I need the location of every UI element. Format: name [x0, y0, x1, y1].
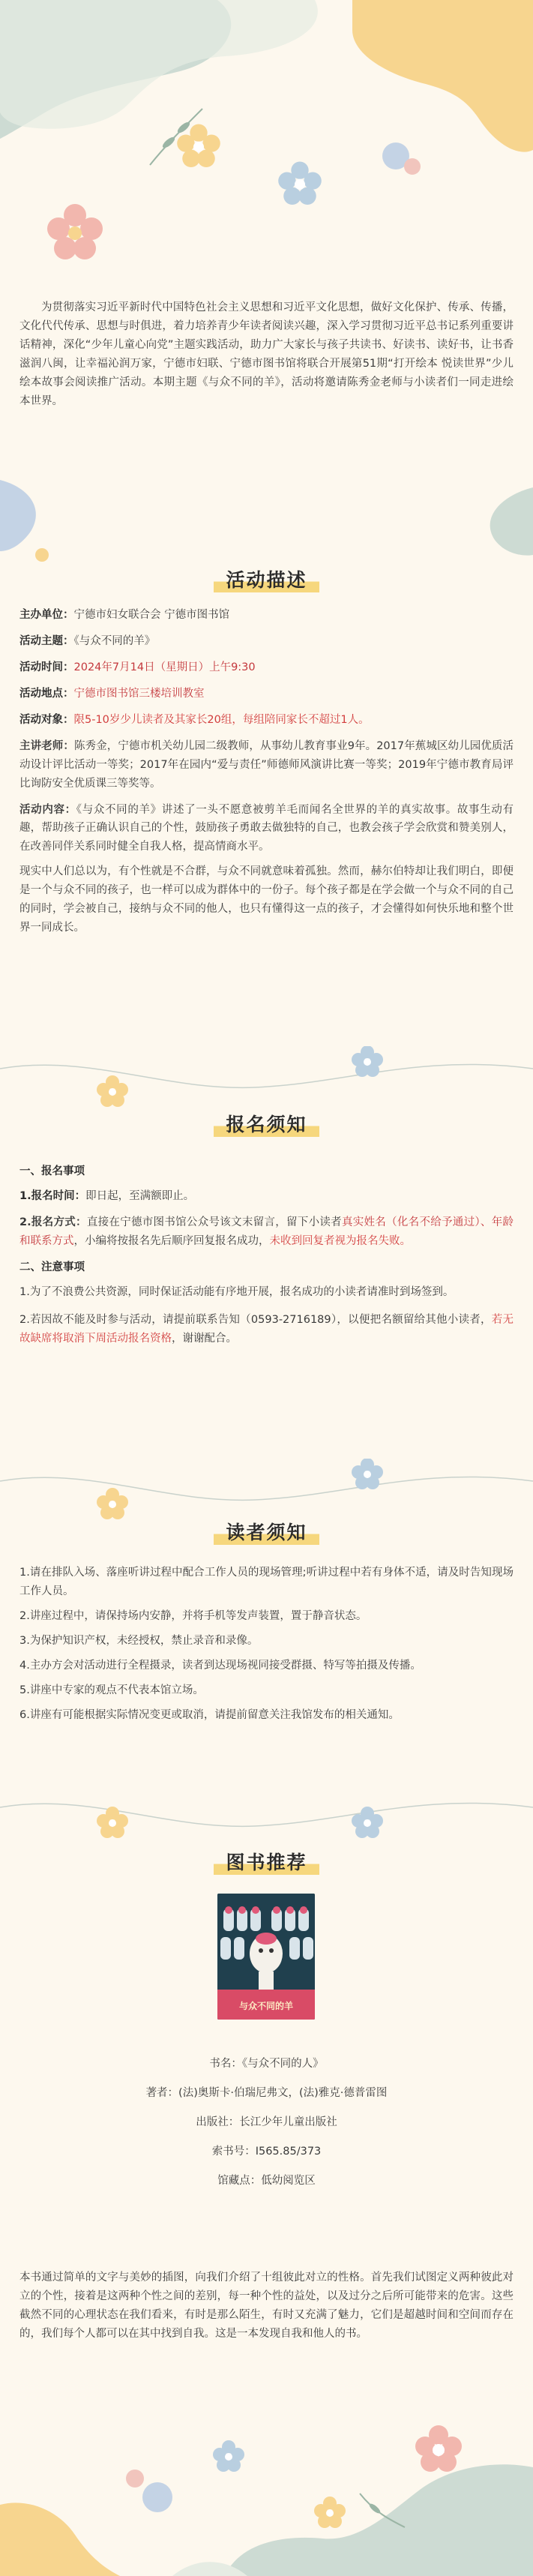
place-value: 宁德市图书馆三楼培训教室 — [73, 687, 205, 700]
reader-item: 6.讲座有可能根据实际情况变更或取消，请提前留意关注我馆发布的相关通知。 — [19, 1708, 400, 1721]
signup-method-row — [19, 1213, 514, 1251]
target-value: 限5-10岁少儿读者及其家长20组，每组陪同家长不超过1人。 — [73, 713, 370, 726]
theme-row — [19, 632, 514, 651]
time-label: 活动时间： — [19, 661, 74, 673]
leaf-branch-icon — [142, 101, 210, 169]
reader-section — [19, 1564, 514, 1731]
signup-time-label: 1.报名时间： — [19, 1189, 86, 1202]
book-publisher: 出版社：长江少年儿童出版社 — [196, 2116, 337, 2128]
signup-heading-1: 一、报名事项 — [19, 1165, 85, 1177]
speaker-value: 陈秀金，宁德市机关幼儿园二级教师，从事幼儿教育事业9年。2017年蕉城区幼儿园优质活动设计评比活动一等奖；2017年在园内“爱与责任”师德师风演讲比赛一等奖；2019年宁德市教育局评比询防安全优质课三等奖等。 — [19, 739, 514, 790]
signup-time-value: 即日起，至满额即止。 — [85, 1189, 195, 1202]
reader-item: 1.请在排队入场、落座听讲过程中配合工作人员的现场管理;听讲过程中若有身体不适，请及时告知现场工作人员。 — [19, 1567, 514, 1597]
book-location: 馆藏点：低幼阅览区 — [217, 2174, 316, 2187]
signup-method-text-2: ，小编将按报名先后顺序回复报名成功， — [73, 1234, 270, 1247]
book-cover-image — [217, 1894, 315, 2020]
target-row — [19, 711, 514, 730]
flower-icon — [41, 199, 109, 266]
content-row — [19, 801, 514, 857]
book-cover-text: 与众不同的羊 — [238, 2001, 293, 2011]
book-author: 著者：(法)奥斯卡·伯瑞尼弗文，(法)雅克·德普雷图 — [145, 2086, 388, 2099]
book-desc-section — [19, 2269, 514, 2350]
theme-value: 《与众不同的羊》 — [73, 634, 156, 647]
signup-method-label: 2.报名方式： — [19, 1216, 87, 1228]
book-title-wrap — [0, 1846, 533, 1879]
signup-title-wrap — [0, 1108, 533, 1141]
activity-title-wrap — [0, 564, 533, 596]
side-decoration — [0, 472, 533, 562]
flower-icon — [274, 157, 326, 210]
bottom-decoration — [0, 2407, 533, 2576]
speaker-row — [19, 737, 514, 793]
signup-note-2 — [19, 1311, 514, 1348]
activity-extra: 现实中人们总以为，有个性就是不合群，与众不同就意味着孤独。然而，赫尔伯特却让我们明白，即便是一个与众不同的孩子，也一样可以成为群体中的一份子。每个孩子都是在学会做一个与众不同的自己的同时，学会被自己，接纳与众不同的他人，也只有懂得这一点的孩子，才会懂得如何快乐地和整个世界一同成长。 — [19, 865, 514, 934]
reader-section-title: 读者须知 — [214, 1516, 319, 1549]
organizer-label: 主办单位： — [19, 609, 74, 621]
organizer-value: 宁德市妇女联合会 宁德市图书馆 — [73, 609, 230, 621]
speaker-label: 主讲老师： — [19, 739, 74, 752]
signup-note-2-warning: 若无故缺席将取消下周活动报名资格 — [19, 1313, 514, 1345]
reader-item: 2.讲座过程中，请保持场内安静，并将手机等发声装置，置于静音状态。 — [19, 1609, 367, 1622]
signup-note-2-text: 2.若因故不能及时参与活动，请提前联系告知（0593-2716189），以便把名额留给其他小读者， — [19, 1313, 492, 1326]
book-call-number: 索书号：I565.85/373 — [211, 2145, 322, 2158]
organizer-row — [19, 606, 514, 625]
intro-section — [19, 298, 514, 411]
time-value: 2024年7月14日（星期日）上午9:30 — [73, 661, 256, 673]
signup-method-warning: 未收到回复者视为报名失败。 — [269, 1234, 411, 1247]
reader-item: 3.为保护知识产权，未经授权，禁止录音和录像。 — [19, 1634, 259, 1647]
time-row — [19, 658, 514, 677]
book-section-title: 图书推荐 — [214, 1846, 319, 1879]
signup-note-2-end: ，谢谢配合。 — [172, 1332, 237, 1345]
place-row — [19, 685, 514, 703]
content-label: 活动内容： — [19, 803, 76, 816]
intro-text: 为贯彻落实习近平新时代中国特色社会主义思想和习近平文化思想，做好文化保护、传承、传播，文化代代传承、思想与时俱进，着力培养青少年读者阅读兴趣，深入学习贯彻习近平总书记系列重要讲话精神，深化“少年儿童心向党”主题实践活动，助力广大家长与孩子共读书、好读书、读好书，让书香滋润八闽，让幸福沁润万家，宁德市妇联、宁德市图书馆将联合开展第51期“打开绘本 悦读世界”少儿绘本故事会阅读推广活动。本期主题《与众不同的羊》，活动将邀请陈秀金老师与小读者们一同走进绘本世界。 — [19, 301, 514, 407]
reader-item: 4.主办方会对活动进行全程摄录，读者到达现场视同接受群摄、特写等拍摄及传播。 — [19, 1659, 421, 1672]
signup-method-required: 真实姓名（化名不给予通过）、年龄和联系方式 — [19, 1216, 514, 1247]
activity-section — [19, 606, 514, 943]
content-value: 《与众不同的羊》讲述了一头不愿意被剪羊毛而闻名全世界的羊的真实故事。故事生动有趣，帮助孩子正确认识自己的个性，鼓励孩子勇敢去做独特的自己，也教会孩子学会欣赏和赞美别人，在改善同伴关系同时健全自我人格，提高情商水平。 — [19, 803, 514, 853]
book-meta — [19, 2055, 514, 2198]
signup-section — [19, 1155, 514, 1354]
book-description: 本书通过简单的文字与美妙的插图，向我们介绍了十组彼此对立的性格。首先我们试图定义两种彼此对立的个性，接着是这两种个性之间的差别，每一种个性的益处，以及过分之后所可能带来的危害。这些截然不同的心理状态在我们看来，有时是那么陌生，有时又充满了魅力，它们是超越时间和空间而存在的，我们每个人都可以在其中找到自我。这是一本发现自我和他人的书。 — [19, 2272, 514, 2340]
signup-note-1: 1.为了不浪费公共资源，同时保证活动能有序地开展，报名成功的小读者请准时到场签到。 — [19, 1285, 454, 1298]
signup-section-title: 报名须知 — [214, 1108, 319, 1141]
reader-item: 5.讲座中专家的观点不代表本馆立场。 — [19, 1684, 204, 1696]
theme-label: 活动主题： — [19, 634, 74, 647]
signup-time-row — [19, 1187, 514, 1206]
place-label: 活动地点： — [19, 687, 74, 700]
target-label: 活动对象： — [19, 713, 74, 726]
signup-method-text: 直接在宁德市图书馆公众号该文末留言，留下小读者 — [86, 1216, 342, 1228]
reader-title-wrap — [0, 1516, 533, 1549]
signup-heading-2: 二、注意事项 — [19, 1261, 85, 1273]
book-name: 书名：《与众不同的人》 — [209, 2058, 324, 2070]
activity-section-title: 活动描述 — [214, 564, 319, 596]
